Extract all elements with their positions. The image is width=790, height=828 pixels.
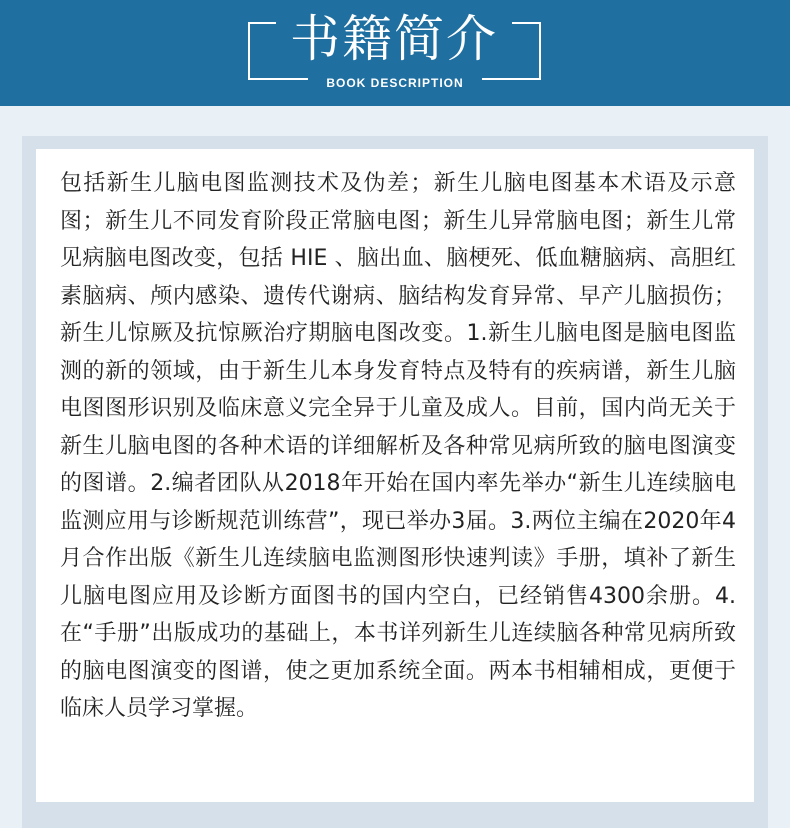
description-card	[36, 149, 754, 802]
header-banner	[0, 0, 790, 106]
page-subtitle: BOOK DESCRIPTION	[326, 76, 464, 90]
description-text: 包括新生儿脑电图监测技术及伪差；新生儿脑电图基本术语及示意图；新生儿不同发育阶段正常脑电图；新生儿异常脑电图；新生儿常见病脑电图改变，包括 HIE 、脑出血、脑梗死、低血糖脑病、高胆红素脑病、颅内感染、遗传代谢病、脑结构发育异常、早产儿脑损伤；新生儿惊厥及抗惊厥治疗期脑电图改变。1.新生儿脑电图是脑电图监测的新的领域，由于新生儿本身发育特点及特有的疾病谱，新生儿脑电图图形识别及临床意义完全异于儿童及成人。目前，国内尚无关于新生儿脑电图的各种术语的详细解析及各种常见病所致的脑电图演变的图谱。2.编者团队从2018年开始在国内率先举办“新生儿连续脑电监测应用与诊断规范训练营”，现已举办3届。3.两位主编在2020年4月合作出版《新生儿连续脑电监测图形快速判读》手册，填补了新生儿脑电图应用及诊断方面图书的国内空白，已经销售4300余册。4.在“手册”出版成功的基础上，本书详列新生儿连续脑各种常见病所致的脑电图演变的图谱，使之更加系统全面。两本书相辅相成，更便于临床人员学习掌握。	[60, 171, 736, 721]
page-title: 书籍简介	[290, 10, 498, 68]
